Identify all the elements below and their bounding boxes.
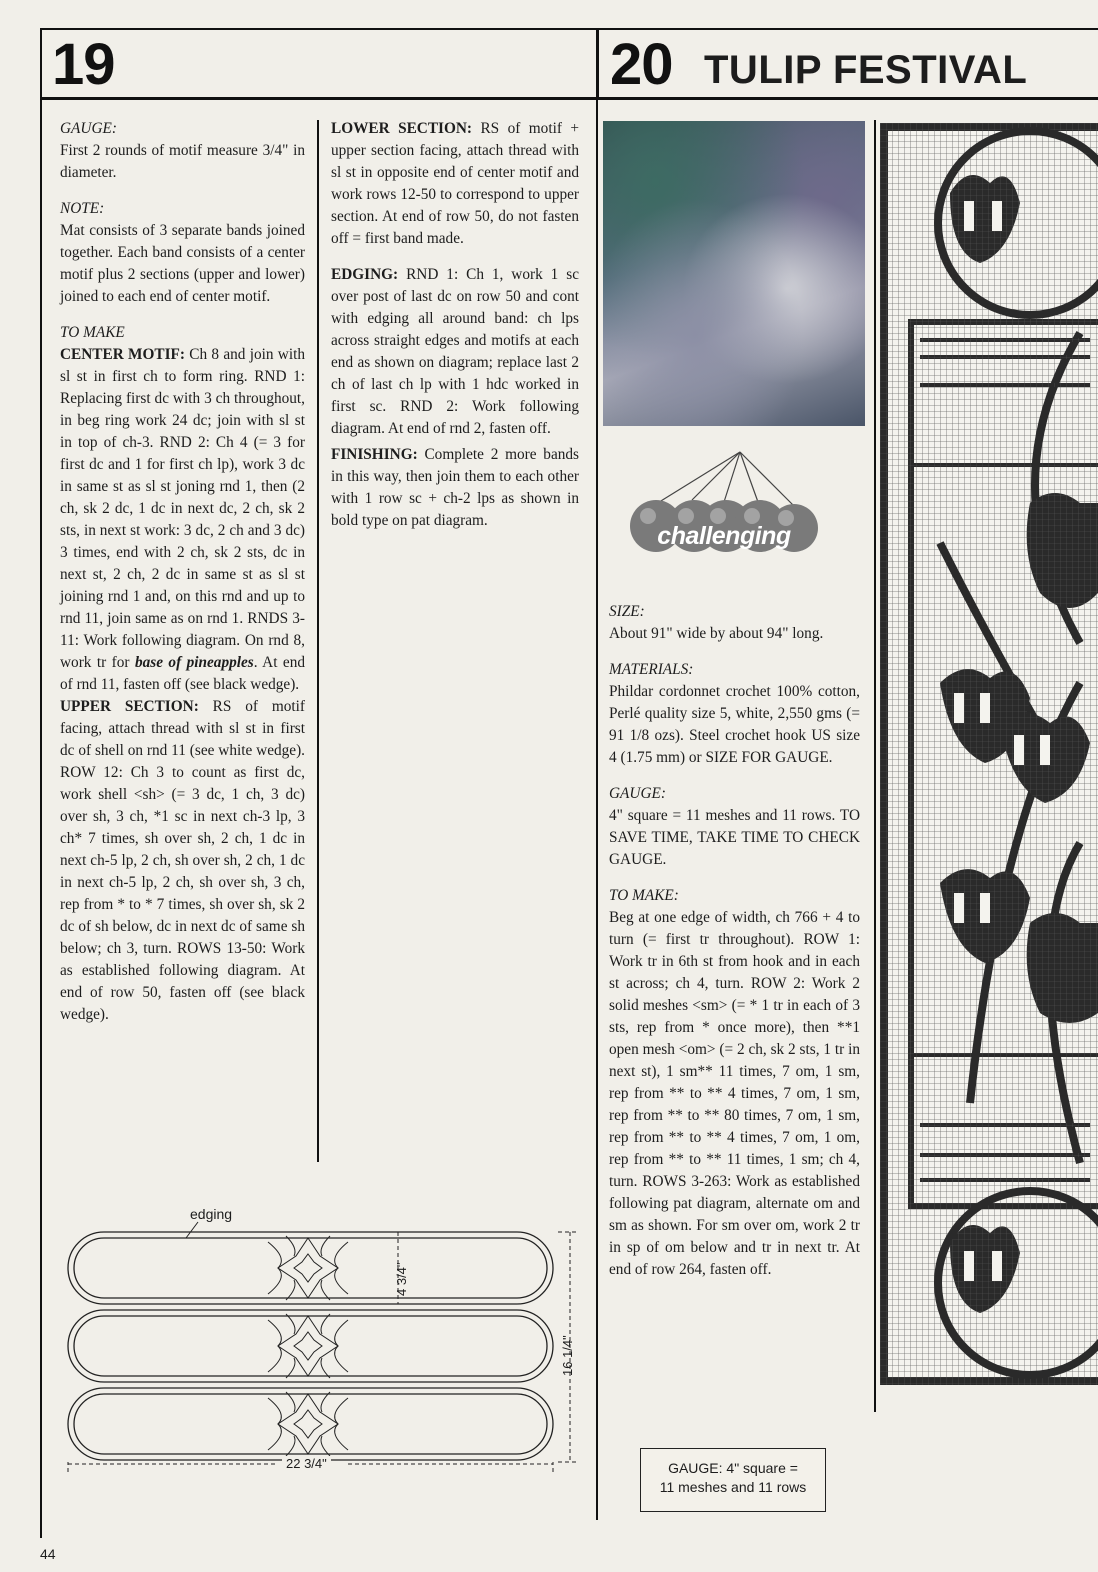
upper-section-text: RS of motif facing, attach thread with sl st in first dc of shell on rnd 11 (see white wedge). ROW 12: Ch 3 to count as first dc, work shell <sh> (= 3 dc, 1 ch, 3 dc) over sh, 3 ch, *1 sc in next ch-3 lp, 3 ch* 7 times, sh over sh, 2 ch, 1 dc in next ch-5 lp, 2 ch, sh over sh, 2 ch, 1 dc in next ch-5 lp, 2 ch, sh over sh, 3 ch, rep from * to * 7 times, sh over sh, sk 2 dc of sh below, dc in next dc of same sh below; ch 3, turn. ROWS 13-50: Work as established following diagram. At end of row 50, fasten off (see black wedge). (60, 698, 305, 1023)
band-2 (68, 1310, 553, 1382)
left-border (40, 28, 42, 1538)
total-width-label: 22 3/4" (282, 1456, 331, 1471)
center-divider (596, 100, 598, 1520)
diagram-edging-label: edging (190, 1206, 233, 1222)
gauge-box (640, 1448, 826, 1512)
lower-section-label: LOWER SECTION: (331, 120, 473, 137)
gauge-20-heading: GAUGE: (609, 785, 666, 802)
edging-label: EDGING: (331, 266, 399, 283)
total-height-label: 16 1/4" (560, 1335, 575, 1376)
gauge-heading: GAUGE: (60, 120, 117, 137)
center-motif-label: CENTER MOTIF: (60, 346, 185, 363)
edging-text: RND 1: Ch 1, work 1 sc over post of last dc on row 50 and cont with edging all around band: ch lps across straight edges and motifs at each end as shown on diagram; replace last 2 ch of last ch lp with 1 hdc worked in first sc. RND 2: Work following diagram. At end of rnd 2, fasten off. (331, 266, 579, 437)
upper-section-label: UPPER SECTION: (60, 698, 199, 715)
difficulty-label: challenging (657, 522, 791, 550)
pattern-20-column (609, 601, 860, 1295)
gauge-20-text: 4" square = 11 meshes and 11 rows. TO SAVE TIME, TAKE TIME TO CHECK GAUGE. (609, 807, 860, 868)
materials-text: Phildar cordonnet crochet 100% cotton, Perlé quality size 5, white, 2,550 gms (= 91 1/8 ozs). Steel crochet hook US size 4 (1.75 mm) or SIZE FOR GAUGE. (609, 683, 860, 766)
pattern-19-column-1 (60, 118, 305, 1026)
mat-diagram (58, 1200, 588, 1490)
materials-heading: MATERIALS: (609, 661, 694, 678)
note-text: Mat consists of 3 separate bands joined together. Each band consists of a center motif plus 2 sections (upper and lower) joined to each end of center motif. (60, 222, 305, 305)
filet-chart (880, 123, 1098, 1385)
center-motif-emphasis: base of pineapples (134, 654, 254, 671)
band-3 (68, 1388, 553, 1460)
band-height-label: 4 3/4" (394, 1262, 409, 1296)
finishing-text: Complete 2 more bands in this way, then join them to each other with 1 row sc + ch-2 lps as shown in bold type on pat diagram. (331, 446, 579, 529)
to-make-20-heading: TO MAKE: (609, 887, 679, 904)
column-divider (317, 120, 319, 1162)
to-make-heading: TO MAKE (60, 324, 125, 341)
pattern-19-number: 19 (52, 32, 115, 97)
pattern-20-title: TULIP FESTIVAL (704, 48, 1028, 92)
header-underline (40, 97, 1098, 100)
bedspread-photo (603, 121, 865, 426)
pattern-19-column-2 (331, 118, 579, 546)
pattern-20-number: 20 (610, 32, 673, 97)
center-motif-text: Ch 8 and join with sl st in first ch to form ring. RND 1: Replacing first dc with 3 ch throughout, in beg ring work 24 dc; join with sl st in top of ch-3. RND 2: Ch 4 (= 3 for first dc and 1 for first ch lp), work 3 dc in same st as sl st joning rnd 1, then (2 ch, sk 2 dc, 1 dc in next dc, 2 ch, sk 2 sts, in next st work: 3 dc, 2 ch and 3 dc) 3 times, end with 2 ch, sk 2 sts, dc in next st, 2 ch, 2 dc in same st as sl st joining rnd 1 and, on this rnd and up to rnd 11, join same as on rnd 1. RNDS 3-11: Work following diagram. On rnd 8, work tr for (60, 346, 305, 671)
chart-divider (874, 120, 876, 1412)
top-border (40, 28, 1098, 30)
page-number: 44 (40, 1546, 56, 1562)
lower-section-text: RS of motif + upper section facing, attach thread with sl st in opposite end of center motif and work rows 12-50 to correspond to upper section. At end of row 50, do not fasten off = first band made. (331, 120, 579, 247)
to-make-20-text: Beg at one edge of width, ch 766 + 4 to turn (= first tr throughout). ROW 1: Work tr in 6th st from hook and in each st across; ch 4, turn. ROW 2: Work 2 solid meshes <sm> (= * 1 tr in each of 3 sts, rep from * once more), then **1 open mesh <om> (= 2 ch, sk 2 sts, 1 tr in next st), 1 sm** 11 times, 7 om, 1 sm, rep from ** to ** 4 times, 7 om, 1 sm, rep from ** to ** 80 times, 7 om, 1 sm, rep from ** to ** 4 times, 7 om, 1 om, rep from ** to ** 11 times, 1 sm; ch 4, turn. ROWS 3-263: Work as established following pat diagram, alternate om and sm as shown. For sm over om, work 2 tr in sp of om below and tr in next tr. At end of row 264, fasten off. (609, 909, 860, 1278)
center-motif-text-end: . At end of rnd 11, fasten off (see black wedge). (60, 654, 305, 693)
size-heading: SIZE: (609, 603, 645, 620)
finishing-label: FINISHING: (331, 446, 418, 463)
gauge-box-line-1: GAUGE: 4" square = (668, 1460, 798, 1476)
gauge-text: First 2 rounds of motif measure 3/4" in diameter. (60, 142, 305, 181)
size-text: About 91" wide by about 94" long. (609, 625, 824, 642)
band-1 (68, 1232, 553, 1304)
gauge-box-line-2: 11 meshes and 11 rows (659, 1479, 807, 1495)
difficulty-badge (622, 446, 822, 576)
note-heading: NOTE: (60, 200, 105, 217)
header-divider (596, 28, 599, 100)
